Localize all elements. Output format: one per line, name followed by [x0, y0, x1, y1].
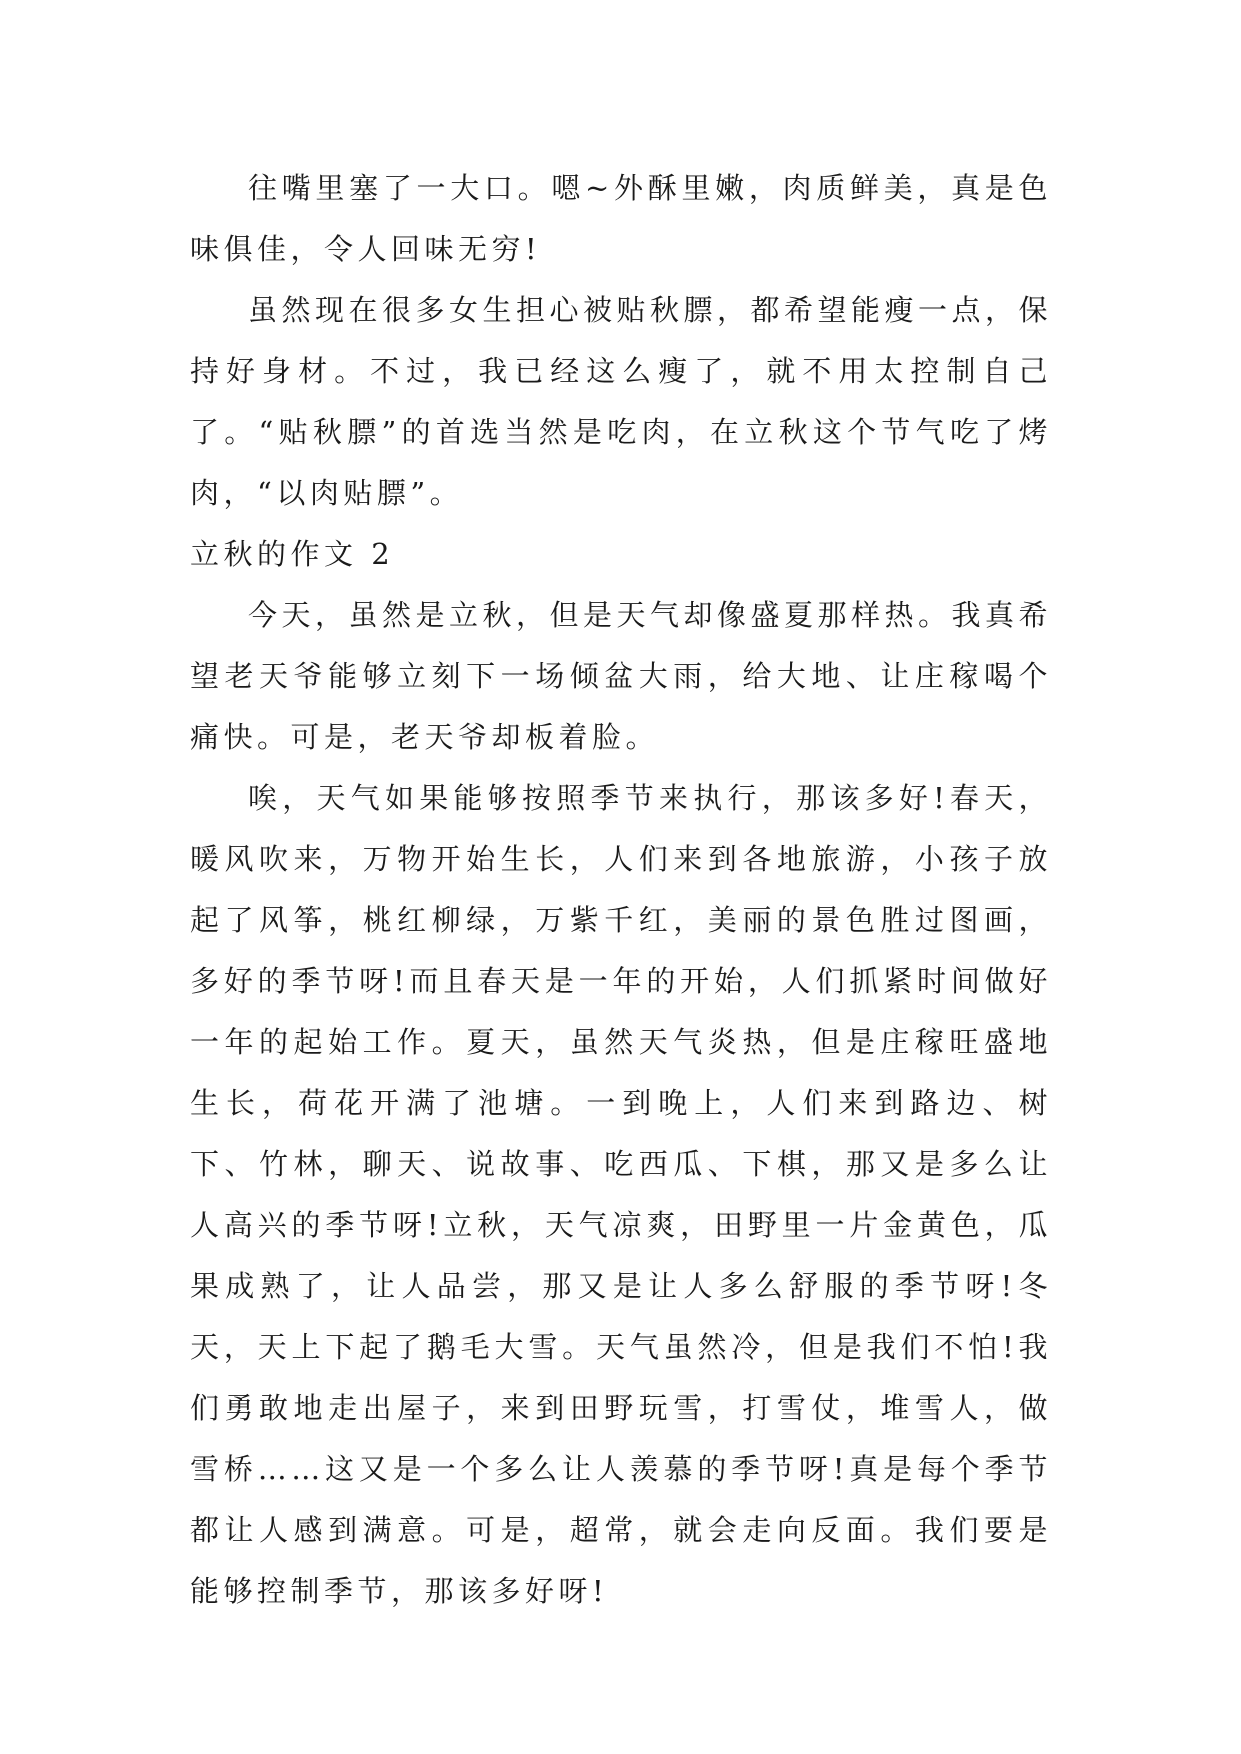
- paragraph-seasons: 唉，天气如果能够按照季节来执行，那该多好!春天，暖风吹来，万物开始生长，人们来到各地旅游，小孩子放起了风筝，桃红柳绿，万紫千红，美丽的景色胜过图画，多好的季节呀!而且春天是一年的开始，人们抓紧时间做好一年的起始工作。夏天，虽然天气炎热，但是庄稼旺盛地生长，荷花开满了池塘。一到晚上，人们来到路边、树下、竹林，聊天、说故事、吃西瓜、下棋，那又是多么让人高兴的季节呀!立秋，天气凉爽，田野里一片金黄色，瓜果成熟了，让人品尝，那又是让人多么舒服的季节呀!冬天，天上下起了鹅毛大雪。天气虽然冷，但是我们不怕!我们勇敢地走出屋子，来到田野玩雪，打雪仗，堆雪人，做雪桥……这又是一个多么让人羡慕的季节呀!真是每个季节都让人感到满意。可是，超常，就会走向反面。我们要是能够控制季节，那该多好呀!: [190, 781, 1052, 1608]
- document-body: [190, 158, 1052, 1622]
- paragraph-hot-weather: 今天，虽然是立秋，但是天气却像盛夏那样热。我真希望老天爷能够立刻下一场倾盆大雨，给大地、让庄稼喝个痛快。可是，老天爷却板着脸。: [190, 598, 1053, 754]
- section-title: 立秋的作文 2: [190, 537, 395, 571]
- paragraph-roast-meat: 往嘴里塞了一大口。嗯~外酥里嫩，肉质鲜美，真是色味俱佳，令人回味无穷!: [190, 171, 1052, 266]
- paragraph-autumn-fat: 虽然现在很多女生担心被贴秋膘，都希望能瘦一点，保持好身材。不过，我已经这么瘦了，就不用太控制自己了。“贴秋膘”的首选当然是吃肉，在立秋这个节气吃了烤肉，“以肉贴膘”。: [190, 293, 1053, 510]
